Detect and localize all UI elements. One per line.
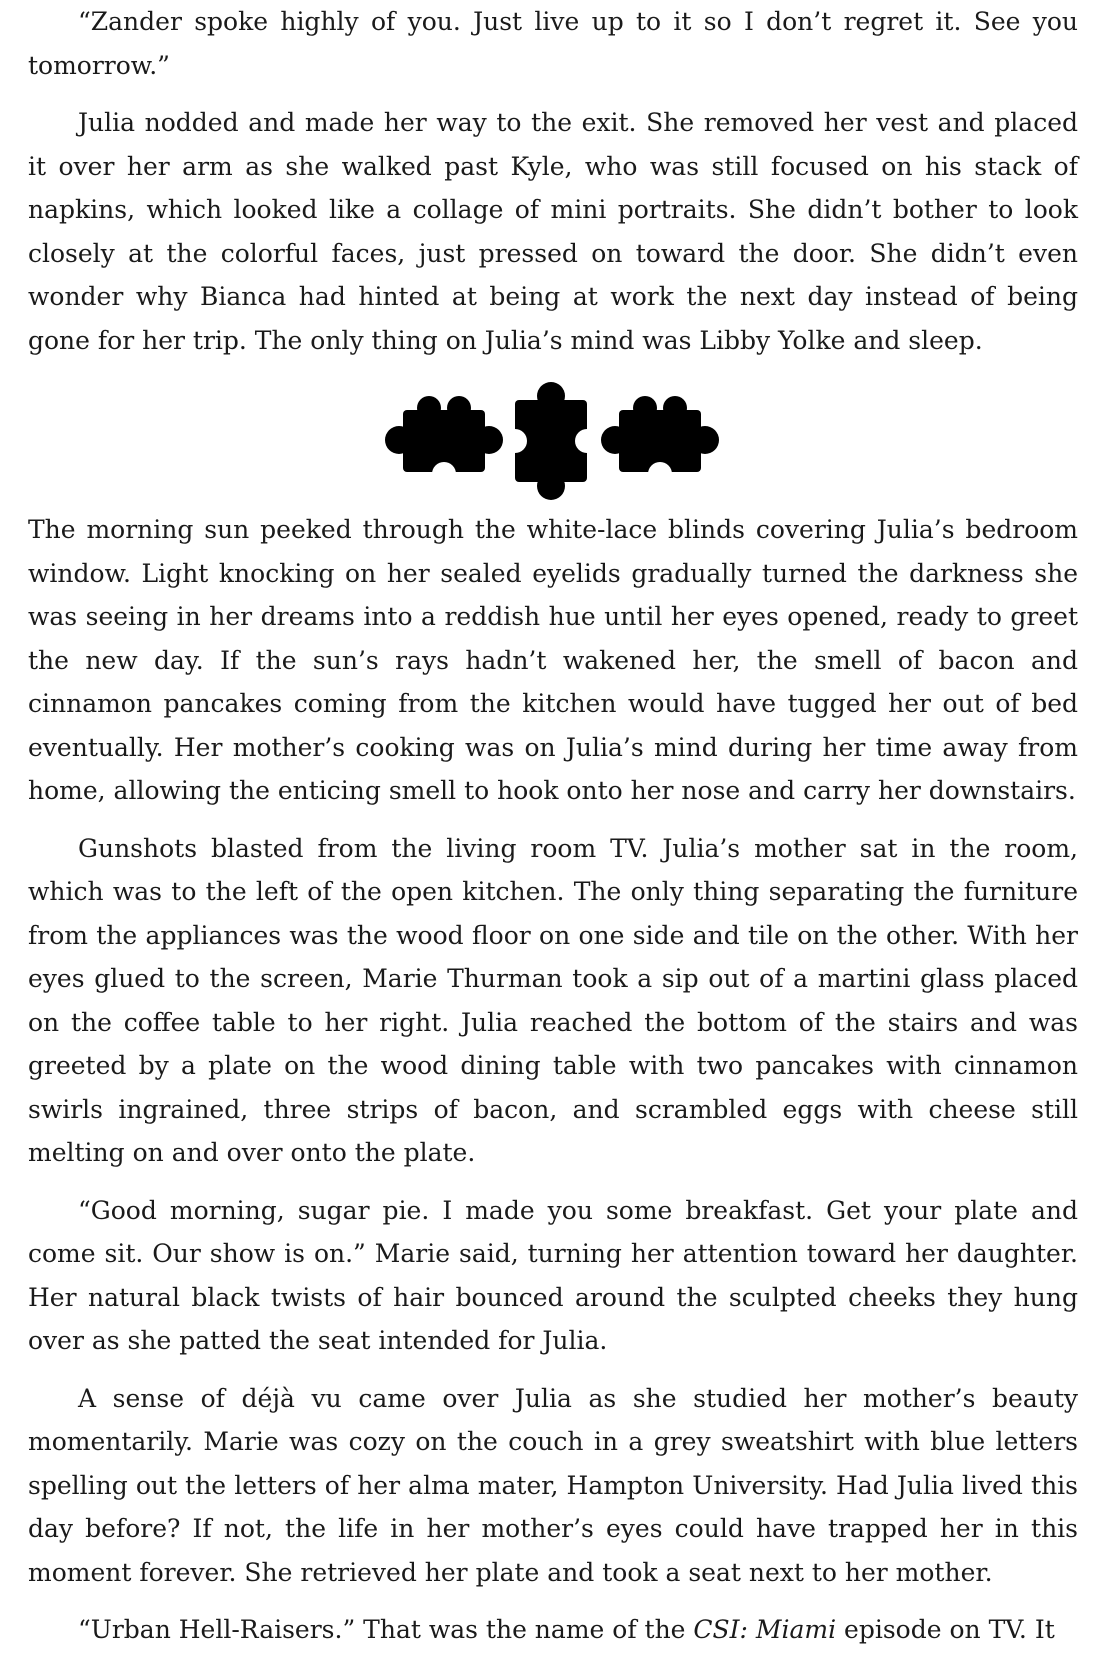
text-span: episode on TV. It [836, 1615, 1055, 1644]
paragraph: The morning sun peeked through the white-lace blinds covering Julia’s bedroom window. Light knocking on her sealed eyelids gradually turned the darkness she was seeing in her dreams into a reddish hue until her eyes opened, ready to greet the new day. If the sun’s rays hadn’t wakened her, the smell of bacon and cinnamon pancakes coming from the kitchen would have tugged her out of bed eventually. Her mother’s cooking was on Julia’s mind during her time away from home, allowing the enticing smell to hook onto her nose and carry her downstairs. [28, 515, 1078, 805]
paragraph: A sense of déjà vu came over Julia as she studied her mother’s beauty momentarily. Marie was cozy on the couch in a grey sweatshirt with blue letters spelling out the letters of her alma mater, Hampton University. Had Julia lived this day before? If not, the life in her mother’s eyes could have trapped her in this moment forever. She retrieved her plate and took a seat next to her mother. [28, 1383, 1078, 1587]
paragraph: Julia nodded and made her way to the exit. She removed her vest and placed it over her arm as she walked past Kyle, who was still focused on his stack of napkins, which looked like a collage of mini portraits. She didn’t bother to look closely at the colorful faces, just pressed on toward the door. She didn’t even wonder why Bianca had hinted at being at work the next day instead of being gone for her trip. The only thing on Julia’s mind was Libby Yolke and sleep. [28, 108, 1078, 355]
paragraph: “Good morning, sugar pie. I made you some breakfast. Get your plate and come sit. Our show is on.” Marie said, turning her attention toward her daughter. Her natural black twists of hair bounced around the sculpted cheeks they hung over as she patted the seat intended for Julia. [28, 1195, 1078, 1355]
puzzle-pieces-icon [383, 382, 723, 500]
puzzle-piece-middle-icon [503, 382, 599, 500]
puzzle-piece-right-icon [601, 396, 719, 486]
puzzle-piece-left-icon [385, 396, 503, 486]
show-title: CSI: Miami [693, 1615, 837, 1644]
book-page [28, 0, 1078, 1666]
puzzle-divider [28, 376, 1078, 506]
text-span: “Urban Hell-Raisers.” That was the name of the [78, 1615, 694, 1644]
paragraph [28, 1608, 1078, 1652]
paragraph: Gunshots blasted from the living room TV. Julia’s mother sat in the room, which was to the left of the open kitchen. The only thing separating the furniture from the appliances was the wood floor on one side and tile on the other. With her eyes glued to the screen, Marie Thurman took a sip out of a martini glass placed on the coffee table to her right. Julia reached the bottom of the stairs and was greeted by a plate on the wood dining table with two pancakes with cinnamon swirls ingrained, three strips of bacon, and scrambled eggs with cheese still melting on and over onto the plate. [28, 833, 1078, 1167]
paragraph: “Zander spoke highly of you. Just live up to it so I don’t regret it. See you tomorrow.” [28, 7, 1078, 80]
